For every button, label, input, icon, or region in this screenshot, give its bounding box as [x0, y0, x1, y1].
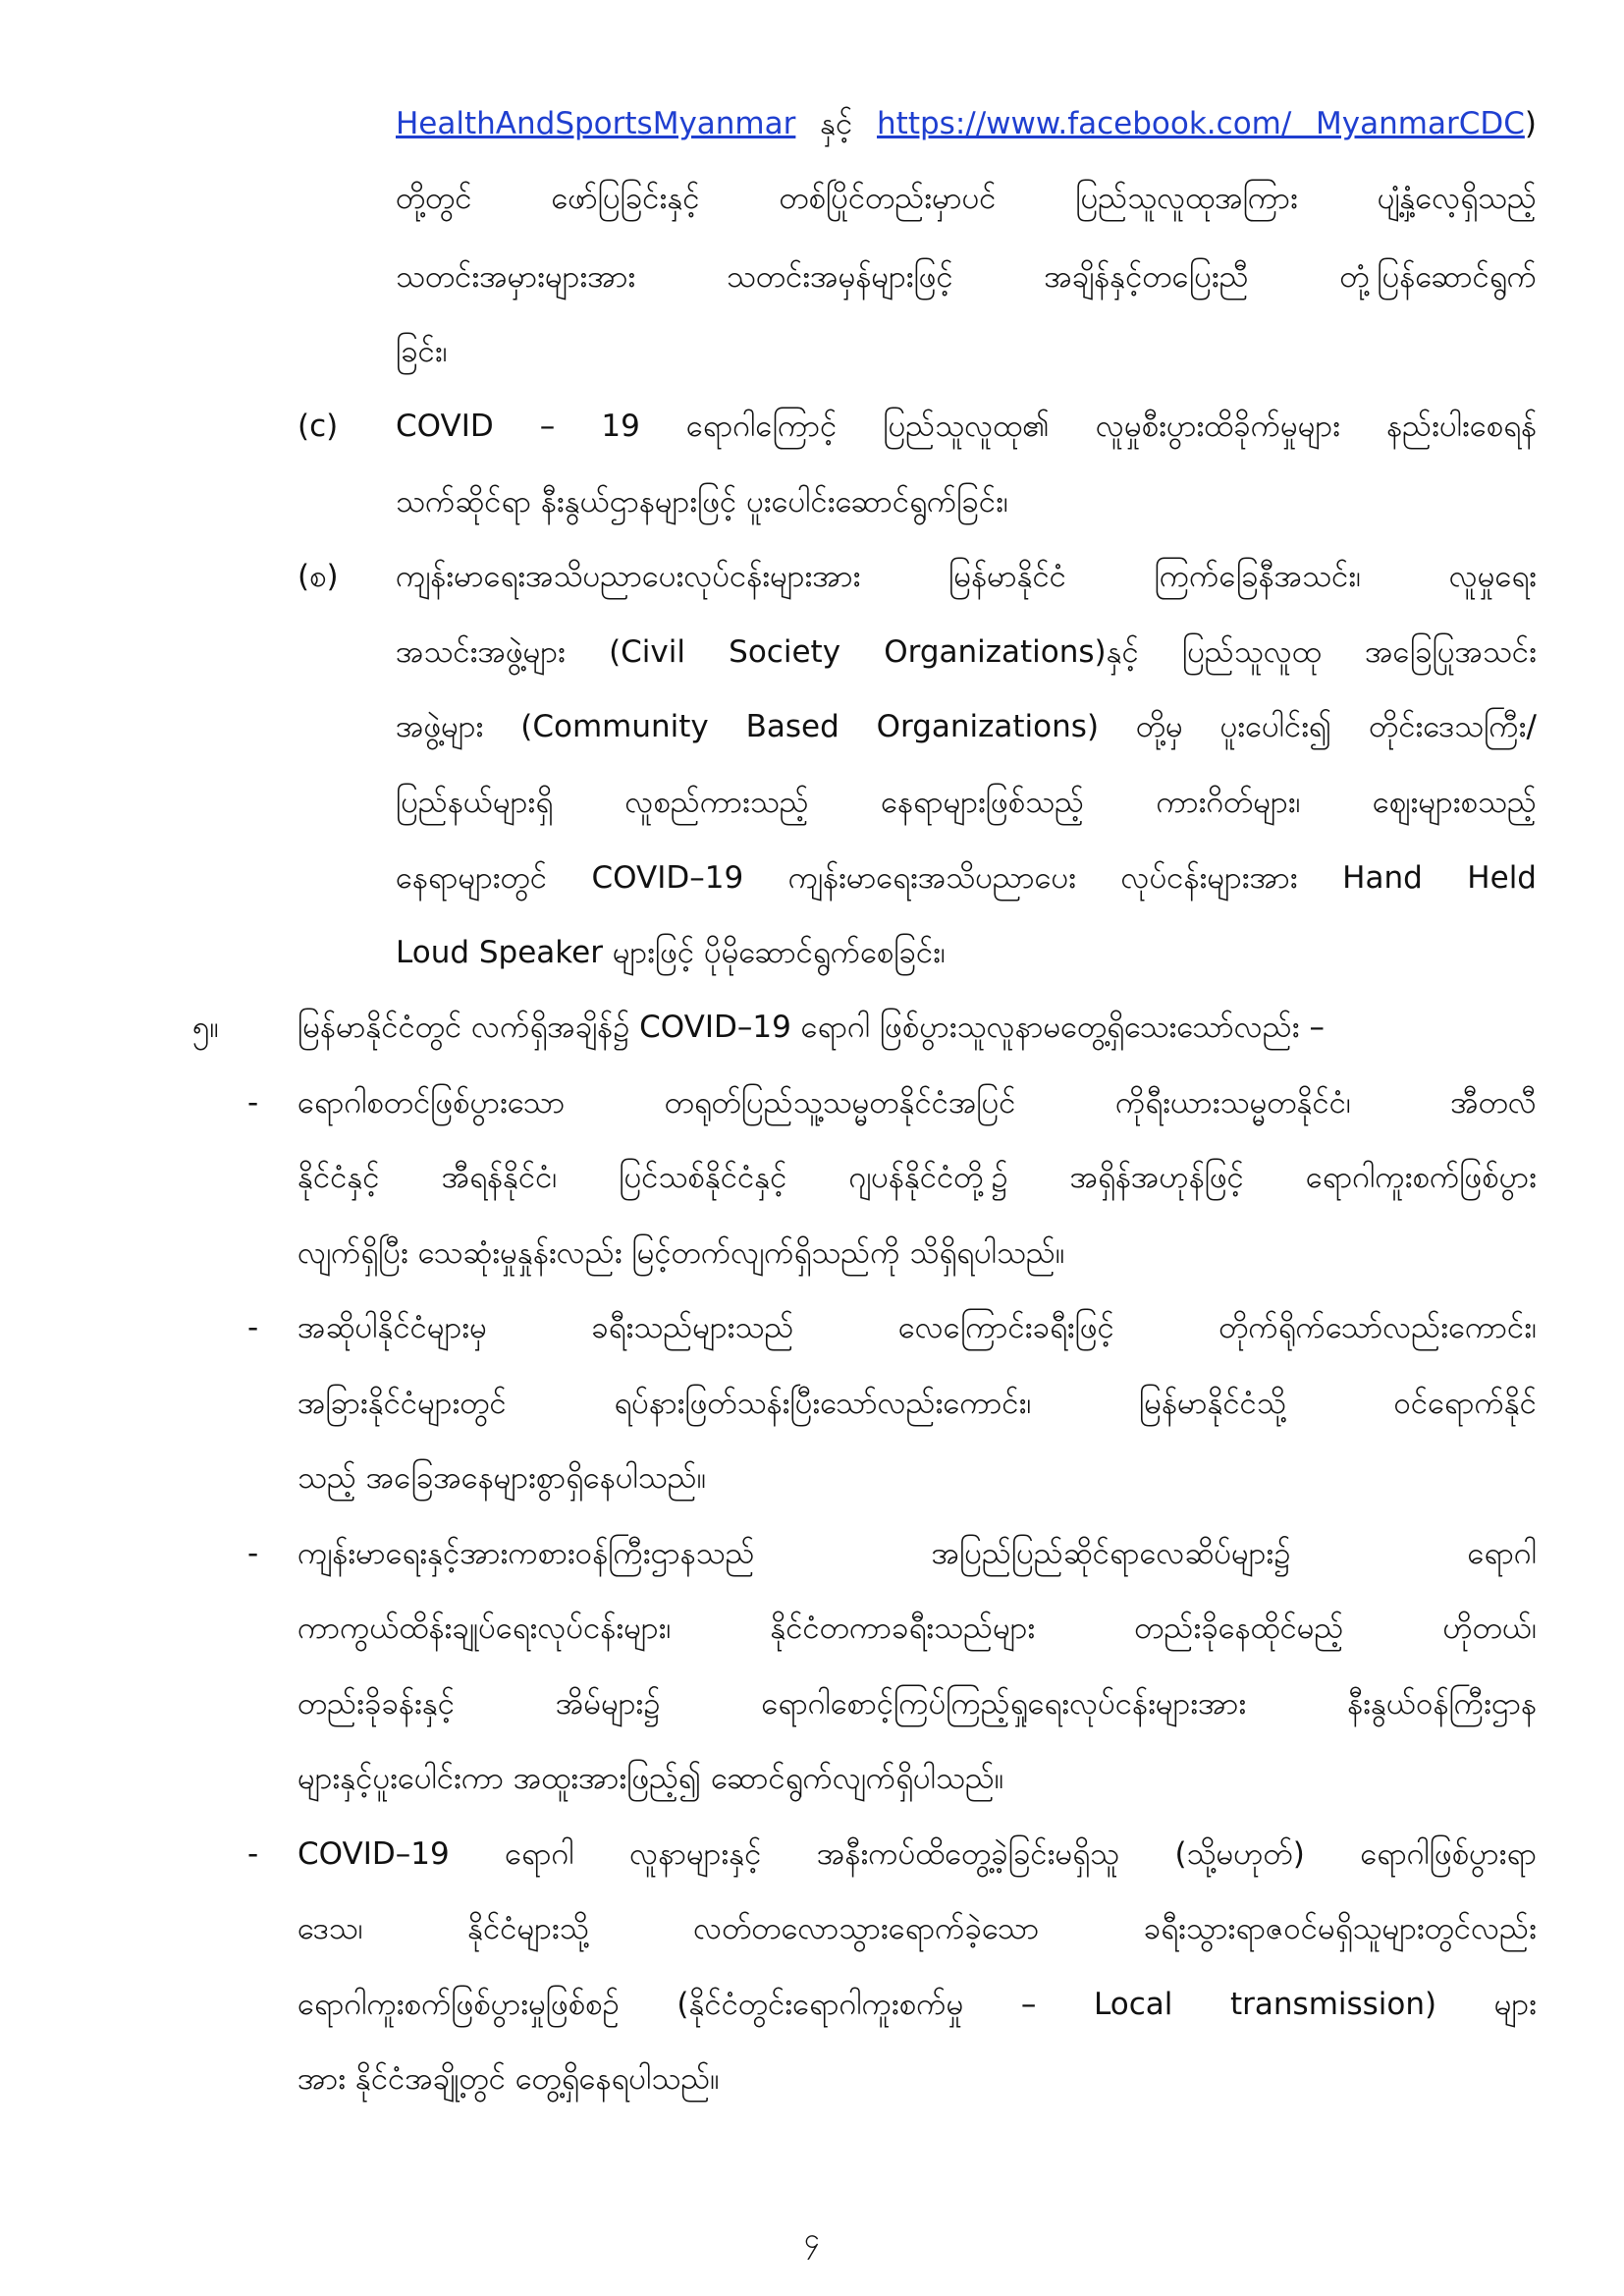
item-b-line-2: သတင်းအမှားများအား သတင်းအမှန်များဖြင့် အချိန်နှင့်တပြေးညီ တုံ့ပြန်ဆောင်ရွက်	[396, 259, 1537, 295]
facebook-cdc-link[interactable]: https://www.facebook.com/ MyanmarCDC	[877, 106, 1525, 141]
bullet-3-line-4: များနှင့်ပူးပေါင်းကာ အထူးအားဖြည့်၍ ဆောင်ရွက်လျက်ရှိပါသည်။	[298, 1761, 1004, 1796]
bullet-3-line-2: ကာကွယ်ထိန်းချုပ်ရေးလုပ်ငန်းများ၊ နိုင်ငံတကာခရီးသည်များ တည်းခိုနေထိုင်မည့် ဟိုတယ်၊	[298, 1611, 1537, 1646]
item-d-line-3: အဖွဲ့များ (Community Based Organizations) တို့မှ ပူးပေါင်း၍ တိုင်းဒေသကြီး/	[396, 709, 1537, 744]
close-paren: )	[1524, 106, 1537, 141]
bullet-2-line-3: သည့် အခြေအနေများစွာရှိနေပါသည်။	[298, 1460, 707, 1496]
health-and-sports-link[interactable]: HealthAndSportsMyanmar	[396, 106, 796, 141]
bullet-1-line-1: ရောဂါစတင်ဖြစ်ပွားသော တရုတ်ပြည်သူ့သမ္မတနိုင်ငံအပြင် ကိုရီးယားသမ္မတနိုင်ငံ၊ အီတလီ	[298, 1085, 1537, 1121]
item-d-line-1: ကျန်းမာရေးအသိပညာပေးလုပ်ငန်းများအား မြန်မာနိုင်ငံ ကြက်ခြေနီအသင်း၊ လူမှုရေး	[396, 559, 1537, 594]
bullet-4-marker: -	[247, 1836, 259, 1872]
item-b-line-1: တို့တွင် ဖော်ပြခြင်းနှင့် တစ်ပြိုင်တည်းမှာပင် ပြည်သူလူထုအကြား ပျံ့နှံ့လေ့ရှိသည့်	[396, 181, 1537, 216]
item-c-line-1: COVID – 19 ရောဂါကြောင့် ပြည်သူလူထု၏ လူမှုစီးပွားထိခိုက်မှုများ နည်းပါးစေရန်	[396, 409, 1537, 444]
bullet-1-line-3: လျက်ရှိပြီး သေဆုံးမှုနှုန်းလည်း မြင့်တက်လျက်ရှိသည်ကို သိရှိရပါသည်။	[298, 1235, 1065, 1271]
bullet-4-line-2: ဒေသ၊ နိုင်ငံများသို့ လတ်တလောသွားရောက်ခဲ့သော ခရီးသွားရာဇဝင်မရှိသူများတွင်လည်း	[298, 1911, 1537, 1946]
bullet-2-marker: -	[247, 1310, 259, 1345]
item-c-marker: (c)	[298, 409, 339, 444]
item-b-line-3: ခြင်း၊	[396, 334, 448, 369]
bullet-1-line-2: နိုင်ငံနှင့် အီရန်နိုင်ငံ၊ ပြင်သစ်နိုင်ငံနှင့် ဂျပန်နိုင်ငံတို့၌ အရှိန်အဟုန်ဖြင့် ရောဂါကူးစက်ဖြစ်ပွား	[298, 1160, 1537, 1195]
bullet-3-marker: -	[247, 1536, 259, 1571]
bullet-2-line-2: အခြားနိုင်ငံများတွင် ရပ်နားဖြတ်သန်းပြီးသော်လည်းကောင်း၊ မြန်မာနိုင်ငံသို့ ဝင်ရောက်နိုင်	[298, 1386, 1537, 1421]
bullet-1-marker: -	[247, 1085, 259, 1121]
item-c-line-2: သက်ဆိုင်ရာ နီးနွယ်ဌာနများဖြင့် ပူးပေါင်းဆောင်ရွက်ခြင်း၊	[396, 484, 1008, 519]
section-5-number: ၅။	[192, 1010, 219, 1045]
item-d-line-2: အသင်းအဖွဲ့များ (Civil Society Organizations)နှင့် ပြည်သူလူထု အခြေပြုအသင်း	[396, 634, 1537, 670]
bullet-3-line-1: ကျန်းမာရေးနှင့်အားကစားဝန်ကြီးဌာနသည် အပြည်ပြည်ဆိုင်ရာလေဆိပ်များ၌ ရောဂါ	[298, 1536, 1537, 1571]
bullet-4-line-3: ရောဂါကူးစက်ဖြစ်ပွားမှုဖြစ်စဉ် (နိုင်ငံတွင်းရောဂါကူးစက်မှု – Local transmission) များ	[298, 1987, 1537, 2022]
item-d-line-6: Loud Speaker များဖြင့် ပိုမိုဆောင်ရွက်စေခြင်း၊	[396, 935, 946, 970]
item-d-line-5: နေရာများတွင် COVID–19 ကျန်းမာရေးအသိပညာပေး လုပ်ငန်းများအား Hand Held	[396, 860, 1537, 896]
connector-text: နှင့်	[820, 106, 853, 141]
item-d-marker: (စ)	[298, 559, 339, 594]
page-number: ၄	[804, 2222, 820, 2255]
section-5-heading: မြန်မာနိုင်ငံတွင် လက်ရှိအချိန်၌ COVID–19 ရောဂါ ဖြစ်ပွားသူလူနာမတွေ့ရှိသေးသော်လည်း –	[298, 1010, 1326, 1045]
bullet-3-line-3: တည်းခိုခန်းနှင့် အိမ်များ၌ ရောဂါစောင့်ကြပ်ကြည့်ရှုရေးလုပ်ငန်းများအား နီးနွယ်ဝန်ကြီးဌာန	[298, 1686, 1537, 1722]
bullet-4-line-1: COVID–19 ရောဂါ လူနာများနှင့် အနီးကပ်ထိတွေ့ခဲ့ခြင်းမရှိသူ (သို့မဟုတ်) ရောဂါဖြစ်ပွားရာ	[298, 1836, 1537, 1872]
bullet-2-line-1: အဆိုပါနိုင်ငံများမှ ခရီးသည်များသည် လေကြောင်းခရီးဖြင့် တိုက်ရိုက်သော်လည်းကောင်း၊	[298, 1310, 1537, 1345]
bullet-4-line-4: အား နိုင်ငံအချို့တွင် တွေ့ရှိနေရပါသည်။	[298, 2061, 720, 2097]
item-d-line-4: ပြည်နယ်များရှိ လူစည်ကားသည့် နေရာများဖြစ်သည့် ကားဂိတ်များ၊ ဈေးများစသည့်	[396, 785, 1537, 820]
source-links-line	[396, 104, 1537, 143]
